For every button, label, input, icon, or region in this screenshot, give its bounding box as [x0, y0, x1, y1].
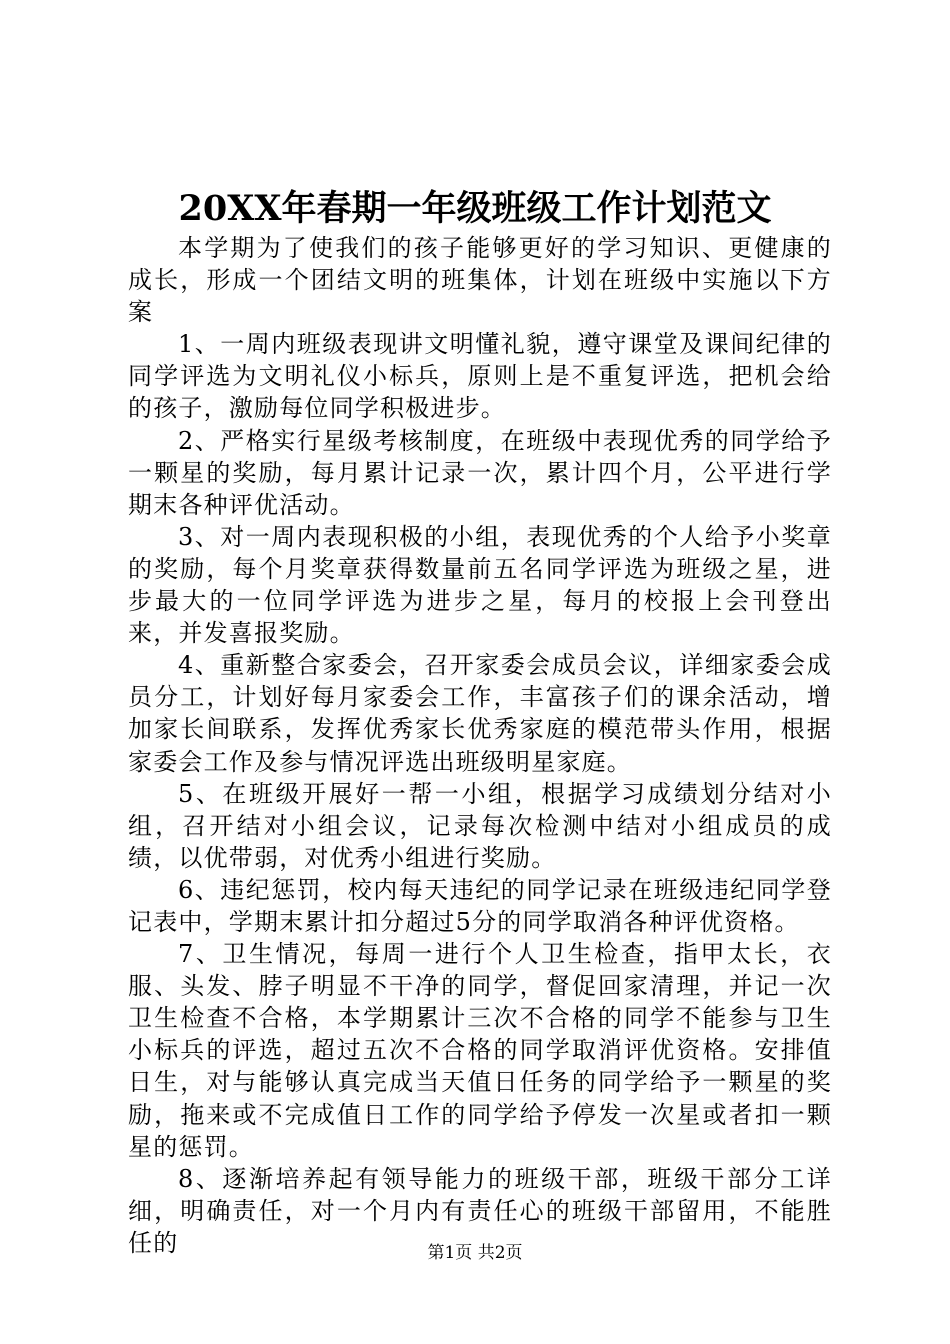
paragraph-intro: 本学期为了使我们的孩子能够更好的学习知识、更健康的成长，形成一个团结文明的班集体，计划在班级中实施以下方案: [128, 234, 832, 327]
paragraph-item-1: 1、一周内班级表现讲文明懂礼貌，遵守课堂及课间纪律的同学评选为文明礼仪小标兵，原则上是不重复评选，把机会给的孩子，激励每位同学积极进步。: [128, 330, 832, 423]
paragraph-item-2: 2、严格实行星级考核制度，在班级中表现优秀的同学给予一颗星的奖励，每月累计记录一次，累计四个月，公平进行学期末各种评优活动。: [128, 426, 832, 519]
document-body: [128, 232, 832, 1259]
paragraph-item-8: 8、逐渐培养起有领导能力的班级干部，班级干部分工详细，明确责任，对一个月内有责任心的班级干部留用，不能胜任的: [128, 1164, 832, 1257]
paragraph-item-5: 5、在班级开展好一帮一小组，根据学习成绩划分结对小组，召开结对小组会议，记录每次检测中结对小组成员的成绩，以优带弱，对优秀小组进行奖励。: [128, 779, 832, 872]
paragraph-item-7: 7、卫生情况，每周一进行个人卫生检查，指甲太长，衣服、头发、脖子明显不干净的同学，督促回家清理，并记一次卫生检查不合格，本学期累计三次不合格的同学不能参与卫生小标兵的评选，超过五次不合格的同学取消评优资格。安排值日生，对与能够认真完成当天值日任务的同学给予一颗星的奖励，拖来或不完成值日工作的同学给予停发一次星或者扣一颗星的惩罚。: [128, 940, 832, 1161]
paragraph-item-6: 6、违纪惩罚，校内每天违纪的同学记录在班级违纪同学登记表中，学期末累计扣分超过5分的同学取消各种评优资格。: [128, 875, 832, 936]
document-title: 20XX年春期一年级班级工作计划范文: [178, 188, 772, 229]
paragraph-item-3: 3、对一周内表现积极的小组，表现优秀的个人给予小奖章的奖励，每个月奖章获得数量前五名同学评选为班级之星，进步最大的一位同学评选为进步之星，每月的校报上会刊登出来，并发喜报奖励。: [128, 522, 832, 648]
page-footer: 第1页 共2页: [427, 1243, 523, 1263]
paragraph-item-4: 4、重新整合家委会，召开家委会成员会议，详细家委会成员分工，计划好每月家委会工作，丰富孩子们的课余活动，增加家长间联系，发挥优秀家长优秀家庭的模范带头作用，根据家委会工作及参与情况评选出班级明星家庭。: [128, 651, 832, 776]
